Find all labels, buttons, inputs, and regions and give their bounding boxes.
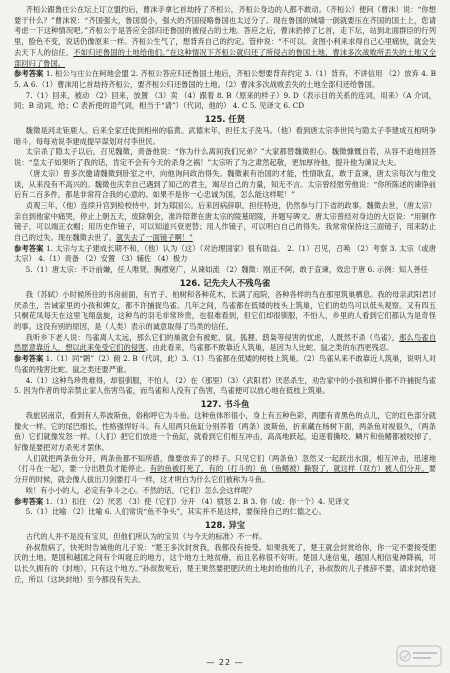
- s125-paragraph-2: 太宗杀了隐太子以后，召见魏徵，责备他说：“你为什么离间我们兄弟？”大家都替魏徵担心。魏徵慷慨自若，从容不迫地回答说：“皇太子如果听了我的话，肯定不会有今天的杀身之祸！”太宗听了为之肃然起敬，更加厚待他，提升他为谏议大夫。: [14, 147, 436, 168]
- answer-label: 参考答案: [14, 69, 44, 79]
- s125-paragraph-4: 贞观三年，（他）连续升官到检校侍中，封为郑国公。后来因病辞职，担任特进，仍然参与门下省的政事。魏徵去世，（唐太宗）亲自到他家中痛哭，停止上朝五天，废除朝会，准许陪葬在唐太宗的陵墓昭陵，并题写碑文。唐太宗曾经对身边的大臣说：“用铜作镜子，可以端正衣帽；用历史作镜子，可以知道兴衰更替；用人作镜子，可以明白自己的得失。我常常保持这三面镜子，用来防止自己的过失。现在魏徵去世了，就失去了一面镜子啊！”: [14, 200, 436, 243]
- s125-paragraph-3: （唐太宗）曾多次邀请魏徵到卧室之中，向他询问政治得失。魏徵素有治国的才能，性情耿直，敢于直谏，唐太宗每次与他交谈，从来没有不高兴的。魏徵也庆幸自己遇到了知己的君主，竭尽自己的力量，知无不言。太宗曾经慰劳他说：“你所陈述的谏诤前后有二百多件，都是非常符合我的心意的。如果不是你一心忠诚为国，怎么能这样呢！”: [14, 168, 436, 200]
- s125-answer-1: 参考答案 1. 太宗与太子建成长期不和，（他）认为（这）（对治理国家）很有助益。 2.（1）召见，召唤 （2）考察 3. 太宗（或唐太宗） 4.（1）责备 （2）安置 （3）辅佐 （4）极力: [14, 243, 436, 264]
- section-title-128: 128. 异宝: [204, 519, 246, 530]
- s126-answer-2: 4.（1）这种鸟珍贵难得，却很驯服，不怕人 （2）在（那里）（3）（武阳君）厌恶杀生，劝告家中的小孩和婢仆都不许捕捉鸟雀 5. 因为作者的母亲禁止家人伤害鸟雀，而鸟雀和人没有了伤害，鸟雀便可以放心地在低枝上筑巢。: [14, 375, 436, 396]
- s126-paragraph-2: 我听乡下老人说：鸟雀离人太远，那么它们的巢就会有被蛇、鼠、狐狸、鸱枭等侵害的忧虑，人既然不杀（鸟雀），那么鸟雀自然愿意靠近人，想以此来免受它们的侵害。由此看来，鸟雀都不敢靠近人筑巢，是因为人比蛇、鼠之类的东西更残忍。: [14, 332, 436, 353]
- s125-answer-2: 5.（1）唐太宗：不计前嫌，任人唯贤，胸襟宽广，从谏如流 （2）魏徵：刚正不阿，敢于直谏，效忠于唐 6. 示例：知人善任: [25, 265, 428, 275]
- s128-paragraph-2: 孙叔敖病了，快死时告诫他的儿子说：“楚王多次封赏我，我都没有接受。如果我死了，楚王就会封赏给你，你一定不要接受肥沃的土地。楚国和越国之间有个叫寝丘的地方，这个地方土地贫瘠，而且名称很不好听。楚国人迷信鬼，越国人相信鬼神降祸，可以长久拥有的（封地），只有这个地方。”孙叔敖死后，楚王果然要把肥沃的土地封给他的儿子，孙叔敖的儿子推辞不要，请求封给寝丘，所以（这块封地）至今都没有失去。: [14, 542, 436, 584]
- s127-answer-2: 5.（1）比喻 （2）比喻 6. 人们常说“鱼不争头”，其实并不是这样，要保持自己的仁德之心。: [25, 507, 326, 517]
- s126-answer-1: 参考答案 1.（1）同“鹮”（2）俯 2. B（代词，此）3.（1）鸟雀都在低矮的树枝上筑巢。（2）鸟雀从来不敢靠近人筑巢，说明人对鸟雀的残害比蛇、鼠之类还要严重。: [14, 354, 437, 374]
- page-number: — 22 —: [206, 658, 244, 667]
- s127-answer-1: 参考答案 1.（1）扣住 （2）厌恶 （3）使（它们）分开 （4）愤怒 2. B 3. 你（或：你一个）4. 见译文: [14, 496, 350, 506]
- s127-paragraph-1: 我旅居南京，看到有人养波斯鱼，俗称呼它为斗鱼。这种鱼体形很小，身上有五种色彩，两腮有青黑色的点儿，它的红色部分就像火一样。它的尾巴细长，性格强悍好斗。有人用两只鱼缸分别养着（两条）波斯鱼，折来藏在杨树下面，两条鱼对视很久，（两条鱼）它们就像发怒一样。（人们）把它们放进一个鱼缸，就看到它们相互冲击，高高地跃起，追逐着撕咬，鳞片和鱼鳍都被咬掉了，好像是要把对方杀死才罢休。: [14, 410, 436, 453]
- s125-paragraph-1: 魏徵是河北钜鹿人。后来全家迁徙到相州的临黄。武德末年，担任太子洗马。（他）看到唐太宗李世民与隐太子李建成互相明争暗斗，每每劝说李建成提早谋划对付李世民。: [14, 126, 436, 146]
- watermark-logo: [396, 643, 442, 669]
- s127-paragraph-3: 唉！有小小的人，必定有争斗之心。不然的话，（它们）怎么会这样呢？: [25, 485, 256, 495]
- s127-paragraph-2: 人们就把两条鱼分开，两条鱼都不知所措，像要放弃了的样子。只见它们（两条鱼）忽然又一起跃出水面，相互冲击，迅速地（打斗在一起），要一分出胜负才能停止。有的鱼被打死了，有的（打斗的）鱼（鱼鳍被）撕裂了，就这样（双方）被人们分开。要分开的时候，就会像人拔出刀剑要打斗一样，这才明白为什么它们被称为斗鱼。: [14, 453, 436, 485]
- top-answer-1: 参考答案 1. 桓公与庄公在柯地会盟 2. 齐桓公答应归还鲁国土地后，齐桓公想要背弃约定 3.（1）背弃，不讲信用 （2）放弃 4. B 5. A 6.（1）曹沫用匕首劫持齐桓公，要齐桓公归还鲁国的土地。（2）曹沫多次战败丢失的土地全部归还给鲁国。: [14, 69, 437, 89]
- top-paragraph-1: 齐桓公跟鲁庄公在坛上订立盟约后，曹沫手拿匕首劫持了齐桓公，齐桓公身边的人都不敢动。（齐桓公）便问（曹沫）说：“你想要干什么？”曹沫说：“齐国强大，鲁国弱小，强大的齐国侵略鲁国也太过分了。现在鲁国的城墙一倒就要压在齐国的国土上，您请考虑一下这种情况吧。”齐桓公于是答应全部归还鲁国的被侵占的土地。答应之后，曹沫扔掉了匕首，走下坛，站到北面群臣的行列里，脸色不变，说话仍像原来一样。齐桓公生气了，想背弃自己的约定。管仲说：“不可以。贪图小利来求得自己心里痛快，就会失去天下人的信任，不如归还鲁国的土地给他们。”在这种情况下齐桓公就归还了所侵占的鲁国土地，曹沫多次战败所丢失的土地又全部回归了鲁国。: [14, 5, 437, 68]
- top-answer-2: 7.（1）回来，被动 （2）回来，放置 （3）卖 （4）跟着 8. B（原来的样子）9. D（表示目的关系的连词，用来）（A 介词，同；B 动词，给；C 表祈使的语气词，相当于“请”）（代词，他的） 4. C 5. 见译文 6. CD: [14, 90, 436, 111]
- s126-paragraph-1: 我（苏轼）小时候所住的书房前面，有竹子、柏树和各种花木，长满了庭院，各种各样的鸟在那里筑巢栖息。我的母亲武阳君讨厌杀生，告诫家里的小孩和婢女，都不许捕捉鸟雀。几年之间，鸟雀都在低矮的枝头上筑巢，它们的幼鸟可以低头观察。又有四五只桐花凤每天在这里飞翔盘旋，这种鸟的羽毛非常珍贵，也很难看到，但它们却很驯服，不怕人，乡里的人看到它们都认为是奇怪的事。这没有别的原因，是（人类）表示的诚意取得了鸟类的信任。: [14, 289, 436, 331]
- underlined-sentence: 不如归还鲁国的土地给他们。”在这种情况下齐桓公就归还了所侵占的鲁国土地，曹沫多次战败所丢失的土地又全部回归了鲁国。: [14, 47, 437, 68]
- section-title-127: 127. 书斗鱼: [200, 398, 250, 409]
- section-title-125: 125. 任贤: [204, 114, 246, 125]
- s128-paragraph-1: 古代的人并不是没有宝贝，但他们所认为的宝贝（与今天的标准）不一样。: [25, 531, 267, 541]
- section-title-126: 126. 记先夫人不残鸟雀: [179, 277, 271, 288]
